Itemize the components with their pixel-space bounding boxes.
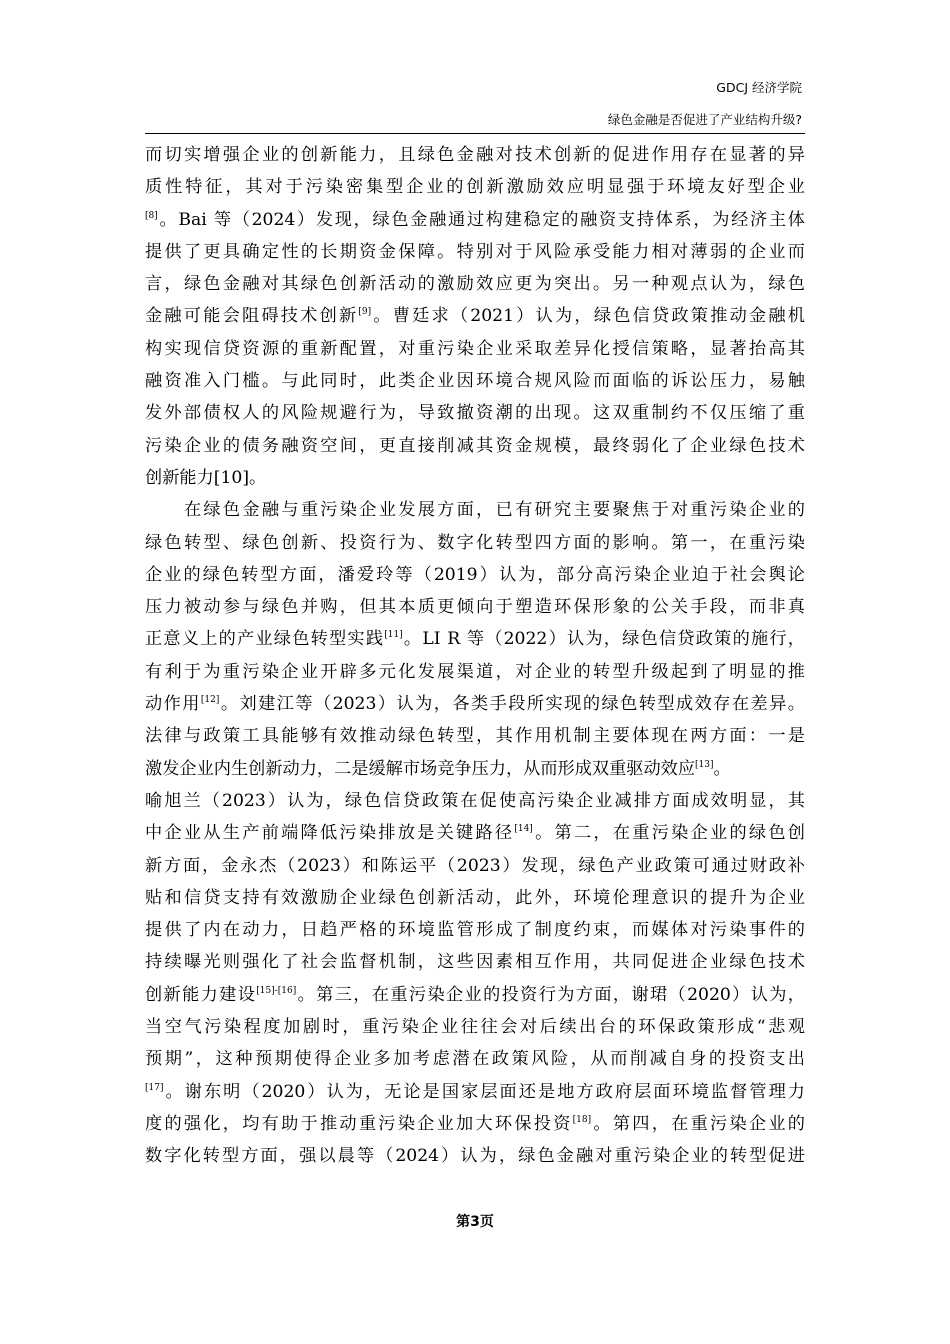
body-text	[145, 139, 805, 1173]
text-line: 污染企业的债务融资空间，更直接削减其资金规模，最终弱化了企业绿色技术	[145, 435, 805, 456]
text-line: 绿色转型、绿色创新、投资行为、数字化转型四方面的影响。第一，在重污染	[145, 532, 805, 553]
text-line: 有利于为重污染企业开辟多元化发展渠道，对企业的转型升级起到了明显的推	[145, 661, 805, 682]
text-line: 正意义上的产业绿色转型实践[11]。LI R 等（2022）认为，绿色信贷政策的施行，	[145, 629, 805, 650]
text-line: 压力被动参与绿色并购，但其本质更倾向于塑造环保形象的公关手段，而非真	[145, 597, 805, 618]
header-rule	[145, 133, 805, 134]
text-line: 动作用[12]。刘建江等（2023）认为，各类手段所实现的绿色转型成效存在差异。	[145, 694, 805, 715]
text-line: 金融可能会阻碍技术创新[9]。曹廷求（2021）认为，绿色信贷政策推动金融机	[145, 306, 805, 327]
text-line: 创新能力建设[15]-[16]。第三，在重污染企业的投资行为方面，谢珺（2020）认为，	[145, 984, 805, 1005]
citation: [8]	[145, 210, 158, 221]
text-line: 数字化转型方面，强以晨等（2024）认为，绿色金融对重污染企业的转型促进	[145, 1146, 805, 1167]
text-line: 构实现信贷资源的重新配置，对重污染企业采取差异化授信策略，显著抬高其	[145, 338, 805, 359]
citation: [11]	[384, 630, 403, 641]
citation: [17]	[145, 1082, 164, 1093]
citation: [18]	[572, 1114, 592, 1125]
text-line: [17]。谢东明（2020）认为，无论是国家层面还是地方政府层面环境监督管理力	[145, 1081, 805, 1102]
text-line: 提供了更具确定性的长期资金保障。特别对于风险承受能力相对薄弱的企业而	[145, 241, 805, 262]
text-line: 预期”，这种预期使得企业多加考虑潜在政策风险，从而削减自身的投资支出	[145, 1049, 805, 1070]
citation: [13]	[695, 759, 714, 770]
text-line: [8]。Bai 等（2024）发现，绿色金融通过构建稳定的融资支持体系，为经济主体	[145, 209, 805, 230]
text-line: 发外部债权人的风险规避行为，导致撤资潮的出现。这双重制约不仅压缩了重	[145, 403, 805, 424]
text-line: 度的强化，均有助于推动重污染企业加大环保投资[18]。第四，在重污染企业的	[145, 1113, 805, 1134]
text-line: 创新能力[10]。	[145, 467, 267, 488]
citation: [9]	[358, 307, 372, 318]
citation: [15]-[16]	[256, 985, 297, 996]
text-line: 新方面，金永杰（2023）和陈运平（2023）发现，绿色产业政策可通过财政补	[145, 855, 805, 876]
text-line: 法律与政策工具能够有效推动绿色转型，其作用机制主要体现在两方面：一是	[145, 726, 805, 747]
page-number: 第3页	[456, 1214, 494, 1230]
header-school: GDCJ 经济学院	[716, 80, 802, 95]
text-line: 质性特征，其对于污染密集型企业的创新激励效应明显强于环境友好型企业	[145, 177, 805, 198]
text-line: 当空气污染程度加剧时，重污染企业往往会对后续出台的环保政策形成“悲观	[145, 1017, 805, 1038]
text-line: 喻旭兰（2023）认为，绿色信贷政策在促使高污染企业减排方面成效明显，其	[145, 790, 805, 811]
text-line: 在绿色金融与重污染企业发展方面，已有研究主要聚焦于对重污染企业的	[145, 500, 805, 521]
text-line: 贴和信贷支持有效激励企业绿色创新活动，此外，环境伦理意识的提升为企业	[145, 887, 805, 908]
text-line: 言，绿色金融对其绿色创新活动的激励效应更为突出。另一种观点认为，绿色	[145, 274, 805, 295]
text-line: 激发企业内生创新动力，二是缓解市场竞争压力，从而形成双重驱动效应[13]。	[145, 758, 731, 779]
text-line: 而切实增强企业的创新能力，且绿色金融对技术创新的促进作用存在显著的异	[145, 145, 805, 165]
header-paper-title: 绿色金融是否促进了产业结构升级?	[607, 112, 802, 127]
text-line: 提供了内在动力，日趋严格的环境监管形成了制度约束，而媒体对污染事件的	[145, 920, 805, 941]
text-line: 中企业从生产前端降低污染排放是关键路径[14]。第二，在重污染企业的绿色创	[145, 823, 805, 844]
text-line: 企业的绿色转型方面，潘爱玲等（2019）认为，部分高污染企业迫于社会舆论	[145, 564, 805, 585]
citation: [14]	[514, 824, 533, 835]
citation: [12]	[200, 695, 220, 706]
text-line: 持续曝光则强化了社会监督机制，这些因素相互作用，共同促进企业绿色技术	[145, 952, 805, 973]
text-line: 融资准入门槛。与此同时，此类企业因环境合规风险而面临的诉讼压力，易触	[145, 371, 805, 392]
